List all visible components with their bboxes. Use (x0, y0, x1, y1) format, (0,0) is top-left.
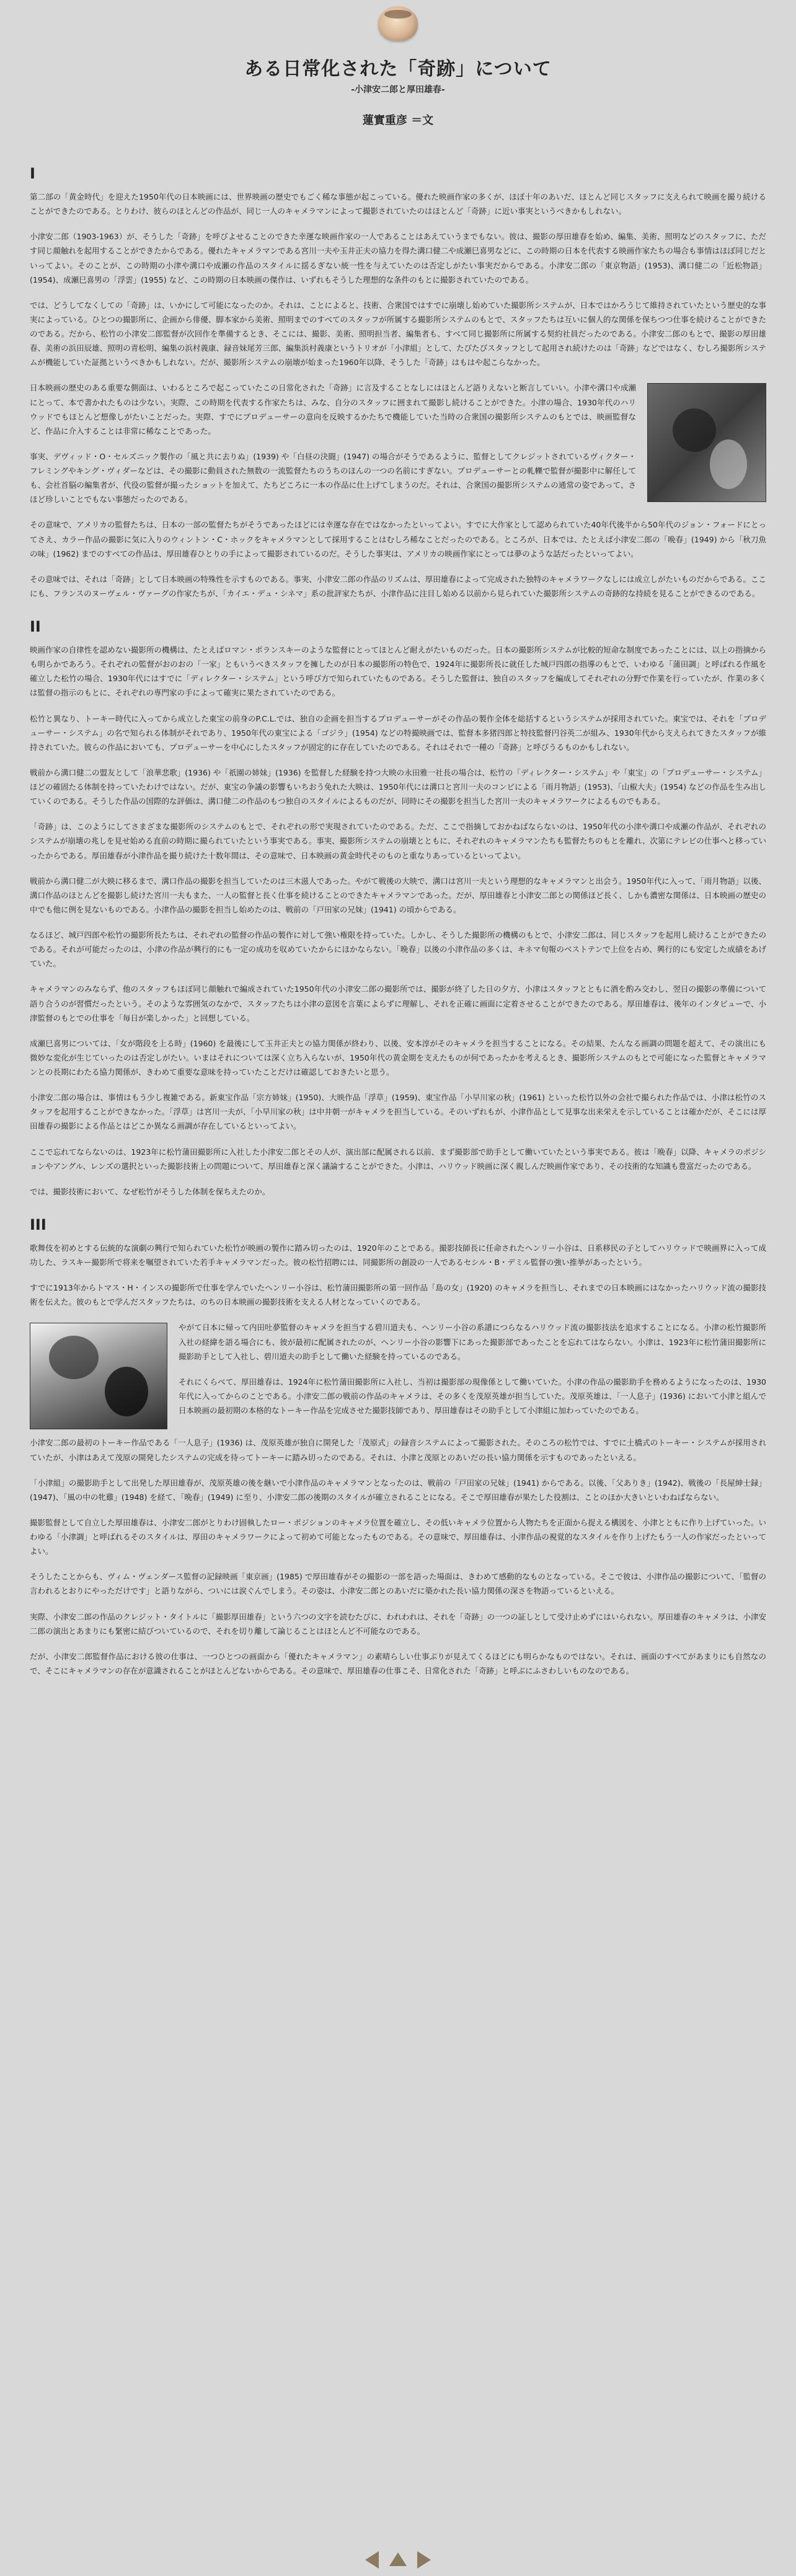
paragraph: だが、小津安二郎監督作品における彼の仕事は、一つひとつの画面から「優れたキャメラマン」の素晴らしい仕事ぶりが見えてくるほどにも明らかなものではない。それは、画面のすべてがあまりにも自然なので、そこにキャメラマンの存在が意識されることがほとんどないからである。その意味で、厚田雄春の仕事こそ、日常化された「奇跡」と呼ぶにふさわしいものなのである。 (30, 1651, 766, 1675)
paragraph: 小津安二郎の場合は、事情はもう少し複雑である。新東宝作品「宗方姉妹」(1950)、大映作品「浮草」(1959)、東宝作品「小早川家の秋」(1961) といった松竹以外の会社で撮られた作品では、小津は松竹のスタッフを起用することができなかった。「浮草」は宮川一夫が、「小早川家の秋」は中井朝一がキャメラを担当している。そのいずれもが、小津作品として見事な出来栄えを示していることは確かだが、そこには厚田雄春の撮影による作品とはどこか異なる画調が存在しているといってよい。 (30, 1093, 766, 1131)
article-subtitle: -小津安二郎と厚田雄春- (351, 85, 445, 95)
paragraph: 小津安二郎の最初のトーキー作品である「一人息子」(1936) は、茂原英雄が独自に開発した「茂原式」の録音システムによって撮影された。そのころの松竹では、すでに土橋式のトーキー・システムが採用されていたが、小津はあえて茂原の開発したシステムの完成を待ってトーキーに踏み切ったのである。それは、小津と茂原とのあいだの長い協力関係を示すものであったといえる。 (30, 1438, 766, 1462)
site-logo[interactable] (378, 6, 418, 41)
section-heading-3: III (30, 1215, 46, 1233)
paragraph: 歌舞伎を初めとする伝統的な演劇の興行で知られていた松竹が映画の製作に踏み切ったのは、1920年のことである。撮影技師長に任命されたヘンリー小谷は、日系移民の子としてハリウッドで映画界に入って成功した、ラスキー撮影所で将来を嘱望されていた若手キャメラマンだった。彼の松竹招聘には、同撮影所の創設の一人であるセシル・B・デミル監督の強い推挙があったという。 (30, 1243, 766, 1267)
paragraph: その意味では、それは「奇跡」として日本映画の特殊性を示すものである。事実、小津安二郎の作品のリズムは、厚田雄春によって完成された独特のキャメラワークなしには成立しがたいものだからである。ここにも、フランスのヌーヴェル・ヴァーグの作家たちが、「カイエ・デュ・シネマ」系の批評家たちが、小津作品に注目し始める以前から見られていた撮影所システムの奇跡的な持続を見ることができるのである。 (30, 574, 766, 598)
paragraph: やがて日本に帰って内田吐夢監督のキャメラを担当する碧川道夫も、ヘンリー小谷の系譜につらなるハリウッド流の撮影技法を追求することになる。小津の松竹撮影所入社の経緯を語る場合にも、彼が最初に配属されたのが、ヘンリー小谷の影響下にあった撮影部であったことを忘れてはならない。小津は、1923年に松竹蒲田撮影所に撮影助手として入社し、碧川道夫の助手として働いた経験を持っているのである。 (179, 1323, 766, 1361)
paragraph: 事実、デヴィッド・O・セルズニック製作の「風と共に去りぬ」(1939) や「白昼の決闘」(1947) の場合がそうであるように、監督としてクレジットされているヴィクター・フレミングやキング・ヴィダーなどは、その撮影に動員された無数の一流監督たちのうちのほんの一つの名前にすぎない。プロデューサーとの軋轢で監督が撮影中に解任しても、会社首脳の編集者が、代役の監督が撮ったショットを加えて、たちどころに一本の作品に仕上げてしまうのだ。それは、合衆国の撮影所システムの通常の姿であって、さほど珍しいことでもない事態だったのである。 (30, 451, 636, 505)
paragraph: 小津安二郎（1903-1963）が、そうした「奇跡」を呼びよせることのできた幸運な映画作家の一人であることはあえていうまでもない。彼は、撮影の厚田雄春を始め、編集、美術、照明などのスタッフに、ただす同じ顔触れを起用することができたからである。優れたキャメラマンである宮川一夫や玉井正夫の協力を得た溝口健二や成瀬巳喜男などに、この時期の日本を代表する映画作家たちの場合も事情はほぼ同じだといってよい。そのことが、この時期の小津や溝口や成瀬の作品のスタイルに揺るぎない統一性を与えていたのは否定しがたい事実だからである。小津安二郎の「東京物語」(1953)、溝口健二の「近松物語」(1954)、成瀬巳喜男の「浮雲」(1955) など、この時期の日本映画の傑作は、いずれもそうした理想的な条件のもとに撮影されていたのである。 (30, 232, 766, 285)
paragraph: すでに1913年からトマス・H・インスの撮影所で仕事を学んでいたヘンリー小谷は、松竹蒲田撮影所の第一回作品「島の女」(1920) のキャメラを担当し、それまでの日本映画にはなかったハリウッド流の撮影技術を伝えた。彼のもとで学んだスタッフたちは、のちの日本映画の撮影技術を支える人材となっていくのである。 (30, 1283, 766, 1307)
article-author: 蓮實重彦 ＝文 (362, 114, 434, 127)
page-navigation (0, 2551, 796, 2571)
triangle-up-icon[interactable] (389, 2552, 407, 2566)
paragraph: 「小津組」の撮影助手として出発した厚田雄春が、茂原英雄の後を継いで小津作品のキャメラマンとなったのは、戦前の「戸田家の兄妹」(1941) からである。以後、「父ありき」(1942)、戦後の「長屋紳士録」(1947)、「風の中の牝雞」(1948) を経て、「晩春」(1949) に至り、小津安二郎の後期のスタイルが確立されることになる。そこで厚田雄春が果たした役割は、ことのほか大きいといわねばならない。 (30, 1478, 766, 1502)
paragraph: 成瀬巳喜男については、「女が階段を上る時」(1960) を最後にして玉井正夫との協力関係が終わり、以後、安本淳がそのキャメラを担当することになる。その結果、たんなる画調の問題を超えて、その演出にも微妙な変化が生じていったのは否定しがたい。いまはそれについては深く立ち入らないが、1950年代の黄金期を支えたものが何であったかを考えるとき、撮影所システムのもとで可能になった監督とキャメラマンとの長期にわたる協力関係が、きわめて重要な意味を持っていたことだけは確認しておきたいと思う。 (30, 1038, 766, 1077)
paragraph: それにくらべて、厚田雄春は、1924年に松竹蒲田撮影所に入社し、当初は撮影部の現像係として働いていた。小津の作品の撮影助手を務めるようになったのは、1930年代に入ってからのことである。小津安二郎の戦前の作品のキャメラは、その多くを茂原英雄が担当していた。茂原英雄は、「一人息子」(1936) において小津と組んで日本映画の最初期の本格的なトーキー作品を完成させた撮影技師であり、厚田雄春はその助手として小津組に加わっていたのである。 (179, 1377, 766, 1415)
triangle-left-icon[interactable] (365, 2551, 379, 2569)
paragraph: 第二部の「黄金時代」を迎えた1950年代の日本映画には、世界映画の歴史でもごく稀な事態が起こっている。優れた映画作家の多くが、ほぼ十年のあいだ、ほとんど同じスタッフに支えられて映画を撮り続けることができたのである。とりわけ、彼らのほとんどの作品が、同じ一人のキャメラマンによって撮影されていたのはほとんど「奇跡」に近い事実というべきかもしれない。 (30, 192, 766, 216)
paragraph: では、どうしてなくしての「奇跡」は、いかにして可能になったのか。それは、ことによると、技術、合衆国ではすでに崩壊し始めていた撮影所システムが、日本ではかろうじて維持されていたという歴史的な事実によっている。ひとつの撮影所に、企画から俳優、脚本家から美術、照明までのすべてのスタッフが所属する撮影所システムのもとで、スタッフたちは互いに個人的な関係を保ちつつ仕事を続けることができたのである。だから、松竹の小津安二郎監督が次回作を準備するとき、そこには、撮影、美術、照明担当者、編集者も、すべて同じ撮影所に所属する契約社員だったのである。小津安二郎のもとで、撮影の厚田雄春、美術の浜田辰雄、照明の青松明、編集の浜村義康、録音妹尾芳三郎、編集浜村義康というトリオが「小津組」として、たびたびスタッフとして起用され続けたのは「奇跡」などではなく、むしろ撮影所システムが機能していた証拠というべきかもしれない。だが、撮影所システムの崩壊が始まった1960年以降、そうした「奇跡」はもはや起こらなかった。 (30, 300, 766, 368)
article-page (0, 6, 796, 2576)
triangle-right-icon[interactable] (417, 2551, 431, 2569)
paragraph: では、撮影技術において、なぜ松竹がそうした体制を保ちえたのか。 (30, 1186, 270, 1196)
paragraph: 「奇跡」は、このようにしてさまざまな撮影所のシステムのもとで、それぞれの形で実現されていたのである。ただ、ここで指摘しておかねばならないのは、1950年代の小津や溝口や成瀬の作品が、それぞれのシステムが崩壊の兆しを見せ始める直前の時期に撮られていたという事実である。事実、撮影所システムの崩壊とともに、それぞれのキャメラマンたちも監督たちのもとを離れ、次第にテレビの仕事へと移っていったからである。厚田雄春が小津作品を撮り続けた十数年間は、その意味で、日本映画の黄金時代そのものと重なりあっているといってよい。 (30, 822, 766, 860)
paragraph: 松竹と異なり、トーキー時代に入ってから成立した東宝の前身のP.C.L.では、独自の企画を担当するプロデューサーがその作品の製作全体を総括するというシステムが採用されていた。東宝では、それを「プロデューサー・システム」の名で知られる体制がそれであり、1950年代の東宝による「ゴジラ」(1954) などの特撮映画では、監督本多猪四郎と特技監督円谷英二が組み、1930年代から支えられてきたスタッフが維持されていた。彼らの作品においても、プロデューサーを中心にしたスタッフが固定的に存在していたのである。それはそれで一種の「奇跡」と呼びうるものかもしれない。 (30, 713, 766, 752)
paragraph: 実際、小津安二郎の作品のクレジット・タイトルに「撮影厚田雄春」という六つの文字を読むたびに、われわれは、それを「奇跡」の一つの証しとして受け止めずにはいられない。厚田雄春のキャメラは、小津安二郎の演出とあまりにも緊密に結びついているので、それを切り離して論じることはほとんど不可能なのである。 (30, 1612, 766, 1636)
paragraph: なるほど、城戸四郎や松竹の撮影所長たちは、それぞれの監督の作品の製作に対して強い権限を持っていた。しかし、そうした撮影所の機構のもとで、小津安二郎は、同じスタッフを起用し続けることができたのである。それが可能だったのは、小津の作品が興行的にも一定の成功を収めていたからにほかならない。「晩春」以後の小津作品の多くは、キネマ旬報のベストテンで上位を占め、興行的にも安定した成績をあげていた。 (30, 930, 766, 969)
paragraph: そうしたことからも、ヴィム・ヴェンダース監督の記録映画「東京画」(1985) で厚田雄春がその撮影の一部を語った場面は、きわめて感動的なものとなっている。そこで彼は、小津作品の撮影について、「監督の言われるとおりにやっただけです」と語りながら、ついには涙ぐんでしまう。その姿は、小津安二郎とのあいだに築かれた長い協力関係の深さを物語っているといえる。 (30, 1572, 766, 1596)
paragraph: ここで忘れてならないのは、1923年に松竹蒲田撮影所に入社した小津安二郎とその人が、演出部に配属される以前、まず撮影部で助手として働いていたという事実である。彼は「晩春」以降、キャメラのポジションやアングル、レンズの選択といった撮影技術上の問題について、厚田雄春と深く議論することができた。小津は、ハリウッド映画に深く親しんだ映画作家であり、その技術的な知識も豊富だったのである。 (30, 1147, 766, 1171)
section-heading-1: I (30, 165, 35, 182)
paragraph: 映画作家の自律性を認めない撮影所の機構は、たとえばロマン・ポランスキーのような監督にとってほとんど耐えがたいものだった。日本の撮影所システムが比較的短命な制度であったことには、以上の指摘からも明らかであろう。それぞれの監督がおのおの「一家」ともいうべきスタッフを擁したのが日本の撮影所の特色で、1924年に撮影所長に就任した城戸四郎の指導のもとで、いわゆる「蒲田調」と呼ばれる作風を確立した松竹の場合、1930年代にはすでに「ディレクター・システム」という呼び方で知られていたものである。そうした監督は、独自のスタッフを編成してそれぞれの分野で作業を行っていたが、作業の多くは監督の指示のもとに、それぞれの専門家の手によって確実に果たされていたのである。 (30, 645, 766, 698)
article-title: ある日常化された「奇跡」について (244, 58, 552, 80)
photo-ozu-on-set (647, 383, 766, 502)
paragraph: 戦前から溝口健二の盟友として「浪華悲歌」(1936) や「祇園の姉妹」(1936) を監督した経験を持つ大映の永田雅一社長の場合は、松竹の「ディレクター・システム」や「東宝」の「プロデューサー・システム」ほどの確固たる体制を持っていたわけではない。だが、東宝の争議の影響もいちおう免れた大映は、1950年代には溝口と宮川一夫のコンビによる「雨月物語」(1953)、「山椒大夫」(1954) などの作品を生み出していくのである。そうした作品の国際的な評価は、溝口健二の作品のもつ独自のスタイルによるものだが、同時にその撮影を担当した宮川一夫のキャメラワークによるものでもある。 (30, 767, 766, 806)
section-heading-2: II (30, 618, 41, 635)
photo-atsuta-with-camera (30, 1323, 167, 1429)
paragraph: 日本映画の歴史のある重要な側面は、いわるところで起こっていたこの日常化された「奇跡」に言及することなしにはほとんど語りえないと断言していい。小津や溝口や成瀬にとって、本で書かれたものは少ない。実際、この時期を代表する作家たちは、みな、自分のスタッフに囲まれて撮影し続けることができた。小津の場合、1930年代のハリウッドでもほとんど想像しがたいことだった。実際、すでにプロデューサーの意向を反映するかたちで機能していた当時の合衆国の撮影所システムのもとでは、映画監督など、作品に介入することは非常に稀なことであった。 (30, 383, 636, 436)
paragraph: 戦前から溝口健二が大映に移るまで、溝口作品の撮影を担当していたのは三木滋人であった。やがて戦後の大映で、溝口は宮川一夫という理想的なキャメラマンと出会う。1950年代に入って、「雨月物語」以後、溝口作品のほとんどを撮影し続けた宮川一夫もまた、一人の監督と長く仕事を続けることのできたキャメラマンであった。だが、厚田雄春と小津安二郎との関係ほど長く、しかも濃密な関係は、日本映画の歴史の中でも他に例を見ないものである。小津作品の撮影を担当し始めたのは、戦前の「戸田家の兄妹」(1941) の頃からである。 (30, 876, 766, 914)
paragraph: 撮影監督として自立した厚田雄春は、小津安二郎がとりわけ固執したロー・ポジションのキャメラ位置を確立し、その低いキャメラ位置から人物たちを正面から捉える構図を、小津とともに作り上げていった。いわゆる「小津調」と呼ばれるそのスタイルは、厚田のキャメラワークによって初めて可能となったものである。その意味で、厚田雄春は、小津作品の視覚的なスタイルを作り上げたもう一人の作家だったといってよい。 (30, 1517, 766, 1556)
paragraph: キャメラマンのみならず、他のスタッフもほぼ同じ顔触れで編成されていた1950年代の小津安二郎の撮影所では、撮影が終了した日の夕方、小津はスタッフとともに酒を酌み交わし、翌日の撮影の準備について語り合うのが習慣だったという。そのような雰囲気のなかで、スタッフたちは小津の意図を言葉によらずに理解し、それを正確に画面に定着させることができたのである。厚田雄春は、後年のインタビューで、小津監督のもとでの仕事を「毎日が楽しかった」と回想している。 (30, 984, 766, 1023)
paragraph: その意味で、アメリカの監督たちは、日本の一部の監督たちがそうであったほどには幸運な存在ではなかったといってよい。すでに大作家として認められていた40年代後半から50年代のジョン・フォードにとってさえ、カラー作品の撮影に気に入りのウィントン・C・ホックをキャメラマンとして採用することはむしろ稀なことだったのである。ところが、日本では、たとえば小津安二郎の「晩春」(1949) から「秋刀魚の味」(1962) までのすべての作品は、厚田雄春ひとりの手によって撮影されているのだ。そうした事実は、アメリカの映画作家にとっては夢のような話だったといってよい。 (30, 520, 766, 558)
